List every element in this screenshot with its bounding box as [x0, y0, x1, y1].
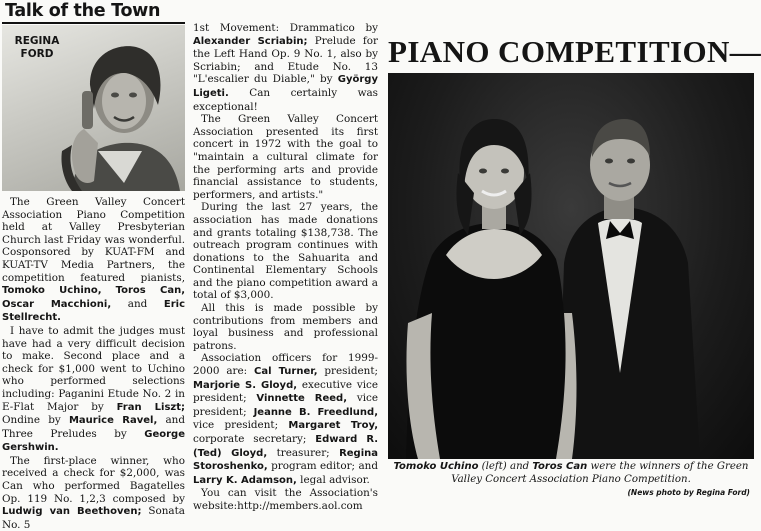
person-name: Fran Liszt;: [116, 401, 185, 413]
text-run: vice president;: [193, 392, 379, 418]
paragraph: During the last 27 years, the association has made donations and grants totaling $138,738. The outreach program continues with donations to the Sahuarita and Continental Elementary Schools and the piano competition award a total of $3,000.: [193, 201, 378, 302]
person-name: Tomoko Uchino: [393, 461, 479, 472]
text-run: The first-place winner, who received a check for $2,000, was Can who performed Bagatelles Op. 119 No. 1,2,3 composed by: [2, 454, 185, 505]
person-name: Marjorie S. Gloyd,: [193, 379, 298, 391]
person-name: Ludwig van Beethoven;: [2, 506, 142, 518]
text-run: and Three Preludes by: [2, 414, 186, 440]
person-name: Eric Stellrecht.: [2, 298, 185, 324]
person-name: Maurice Ravel,: [68, 415, 158, 427]
paragraph: [193, 22, 378, 113]
article-column-1: [2, 0, 185, 531]
byline-last-name: FORD: [20, 48, 54, 60]
text-run: I have to admit the judges must have had a very difficult decision to make. Second place and a check for $1,000 went to Uchino who performed selections including: Paganini Etude No. 2 in E-Flat Major by: [2, 324, 185, 413]
photo-credit: (News photo by Regina Ford): [627, 488, 750, 497]
headline: PIANO COMPETITION—: [388, 34, 761, 69]
column-title: Talk of the Town: [2, 0, 185, 24]
text-run: Can certainly was exceptional!: [193, 86, 378, 113]
text-run: were the winners of the Green Valley Concert Association Piano Competition.: [451, 461, 749, 485]
paragraph: You can visit the Association's website:http://members.aol.com: [193, 487, 378, 512]
text-run: program editor; and: [267, 460, 378, 473]
columnist-photo: [2, 25, 185, 191]
text-run: and: [111, 297, 164, 310]
text-run: treasurer;: [267, 446, 340, 459]
article-column-2: [193, 22, 378, 513]
text-run: corporate secretary;: [193, 433, 316, 445]
person-name: György Ligeti.: [193, 74, 378, 99]
text-run: executive vice president;: [193, 378, 378, 405]
person-name: Cal Turner,: [254, 366, 318, 378]
text-run: president;: [317, 365, 378, 378]
text-run: legal advisor.: [296, 473, 370, 486]
person-name: George Gershwin.: [2, 428, 185, 454]
person-name: Tomoko Uchino,: [2, 285, 102, 297]
news-photo-image: [388, 73, 754, 459]
person-name: Oscar Macchioni,: [2, 298, 112, 310]
person-name: Larry K. Adamson,: [193, 474, 297, 486]
news-photo: [388, 73, 754, 459]
person-name: Regina Storoshenko,: [193, 447, 379, 473]
person-name: Toros Can: [532, 461, 588, 472]
paragraph: [2, 455, 185, 531]
paragraph: All this is made possible by contributions from members and loyal business and professional patrons.: [193, 302, 378, 352]
text-run: Association officers for 1999-2000 are:: [193, 352, 378, 378]
text-run: Prelude for the Left Hand Op. 9 No. 1, also by Scriabin; and Etude No. 13 "L'escalier du Diable," by: [193, 34, 378, 86]
person-name: Alexander Scriabin;: [193, 35, 308, 47]
paragraph: [2, 196, 185, 325]
photo-caption: [390, 461, 752, 486]
paragraph: [2, 325, 185, 455]
text-run: vice president;: [193, 419, 289, 432]
paragraph: The Green Valley Concert Association presented its first concert in 1972 with the goal to "maintain a cultural climate for the performing arts and provide financial assistance to students, performers, and artists.": [193, 113, 378, 201]
paragraph: [193, 352, 378, 487]
person-name: Edward R.(Ted) Gloyd,: [193, 434, 378, 459]
byline-first-name: REGINA: [14, 35, 60, 47]
text-run: (left) and: [478, 461, 533, 472]
column-1-body: [2, 196, 185, 531]
person-name: Toros Can,: [115, 285, 185, 297]
text-run: Ondine by: [2, 414, 69, 427]
text-run: Sonata No. 5: [2, 505, 185, 531]
text-run: The Green Valley Concert Association Piano Competition held at Valley Presbyterian Church last Friday was wonderful. Cosponsored by KUAT-FM and KUAT-TV Media Partners, the competition featured pianists,: [2, 196, 185, 284]
person-name: Margaret Troy,: [288, 420, 378, 432]
person-name: Jeanne B. Freedlund,: [253, 406, 378, 418]
text-run: 1st Movement: Drammatico by: [193, 22, 378, 34]
person-name: Vinnette Reed,: [256, 393, 348, 405]
columnist-byline: [10, 35, 64, 61]
